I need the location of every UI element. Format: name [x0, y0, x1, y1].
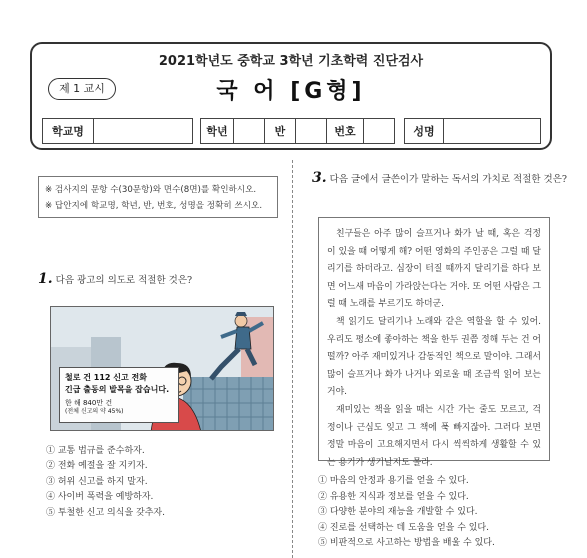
answer-option[interactable]: ① 마음의 안정과 용기를 얻을 수 있다.: [318, 476, 469, 486]
grade-label: 학년: [200, 118, 234, 144]
name-label: 성명: [404, 118, 444, 144]
ad-subheadline: 긴급 출동의 발목을 잡습니다.: [65, 385, 170, 394]
notice-line: ※ 답안지에 학교명, 학년, 반, 번호, 성명을 정확히 쓰시오.: [45, 201, 263, 211]
name-field[interactable]: [443, 118, 541, 144]
answer-option[interactable]: ② 유용한 지식과 정보를 얻을 수 있다.: [318, 491, 469, 502]
answer-option[interactable]: ③ 다양한 분야의 재능을 개발할 수 있다.: [318, 507, 478, 518]
session-badge: 제 1 교시: [48, 78, 116, 100]
class-field[interactable]: [295, 118, 327, 144]
notice-box: [38, 176, 278, 218]
answer-option[interactable]: ⑤ 투철한 신고 의식을 갖추자.: [46, 507, 165, 518]
passage-paragraph: 책 읽기도 달리기나 노래와 같은 역할을 할 수 있어. 우리도 평소에 좋아하는 책을 한두 권쯤 정해 두는 건 어떨까? 아주 재미있거나 감동적인 책으로 말이야. 그래서 많이 슬프거나 화가 나거나 외로울 때 조금씩 읽어 보는 거야.: [327, 316, 541, 398]
notice-line: ※ 검사지의 문항 수(30문항)와 면수(8면)를 확인하시오.: [45, 185, 257, 195]
question-number: 1.: [38, 271, 53, 287]
passage-paragraph: 재미있는 책을 읽을 때는 시간 가는 줄도 모르고, 걱정이나 근심도 잊고 그 책에 푹 빠지잖아. 그러다 보면 정말 마음이 고요해지면서 다시 씩씩하게 생활할 수 있는 용기가 생기날지도 몰라.: [327, 404, 541, 468]
class-label: 반: [264, 118, 296, 144]
subject-title: 국 어 [G형]: [216, 79, 366, 104]
ad-sign: [59, 367, 179, 423]
question-prompt: 다음 광고의 의도로 적절한 것은?: [55, 275, 193, 286]
ad-illustration: [50, 306, 274, 431]
ad-stat: 한 해 840만 건: [65, 399, 113, 407]
question-number: 3.: [312, 170, 327, 186]
question-1: [38, 270, 288, 290]
question-prompt: 다음 글에서 글쓴이가 말하는 독서의 가치로 적절한 것은?: [329, 174, 567, 185]
answer-option[interactable]: ④ 사이버 폭력을 예방하자.: [46, 492, 154, 503]
number-field[interactable]: [363, 118, 395, 144]
student-info-row: [42, 118, 542, 144]
answer-option[interactable]: ④ 진로를 선택하는 데 도움을 얻을 수 있다.: [318, 522, 489, 533]
question-1-options: [46, 444, 286, 521]
answer-option[interactable]: ① 교통 법규를 준수하자.: [46, 446, 145, 456]
ad-stat-note: (전체 신고의 약 45%): [65, 408, 124, 415]
number-label: 번호: [326, 118, 364, 144]
answer-option[interactable]: ⑤ 비판적으로 사고하는 방법을 배울 수 있다.: [318, 538, 495, 549]
passage-paragraph: 친구들은 아주 많이 슬프거나 화가 날 때, 혹은 걱정이 있을 때 어떻게 해? 어떤 영화의 주인공은 그럴 때 달리기를 하더라고. 심장이 터질 때까지 달리기를 하다 보면 어느새 마음이 가라앉는다는 거야. 또 어떤 사람은 그럴 때 노래를 부르기도 하더군.: [327, 229, 541, 310]
column-divider: [292, 160, 293, 558]
question-3-options: [318, 474, 558, 552]
grade-field[interactable]: [233, 118, 265, 144]
question-3: [312, 170, 572, 188]
ad-headline: 철로 건 112 신고 전화: [65, 373, 147, 382]
answer-option[interactable]: ③ 허위 신고를 하지 말자.: [46, 476, 148, 487]
school-field[interactable]: [93, 118, 193, 144]
school-label: 학교명: [42, 118, 94, 144]
exam-header: [30, 42, 552, 150]
exam-title: 2021학년도 중학교 3학년 기초학력 진단검사: [158, 54, 424, 69]
answer-option[interactable]: ② 전화 예절을 잘 지키자.: [46, 461, 148, 472]
reading-passage: [318, 217, 550, 468]
